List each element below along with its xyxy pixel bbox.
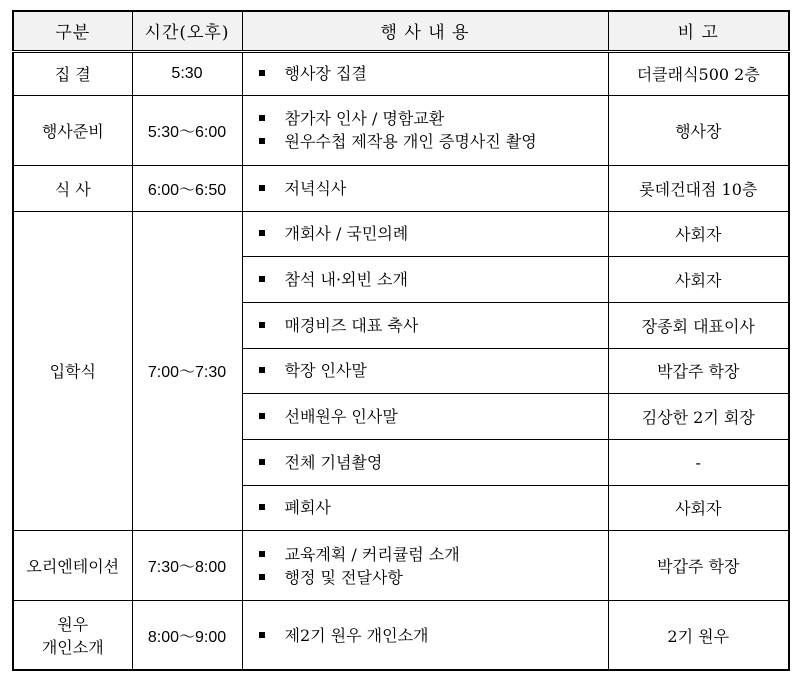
square-bullet-icon: [259, 276, 265, 282]
table-row: [13, 601, 789, 670]
note-cell: 행사장: [608, 95, 789, 165]
header-content: 행 사 내 용: [242, 11, 608, 51]
square-bullet-icon: [259, 413, 265, 419]
square-bullet-icon: [259, 230, 265, 236]
header-category: 구분: [13, 11, 132, 51]
time-cell: 5:30～6:00: [132, 95, 242, 165]
square-bullet-icon: [259, 504, 265, 510]
category-line: 원우: [57, 615, 89, 635]
category-cell: 행사준비: [13, 95, 132, 165]
content-cell: [242, 601, 608, 670]
content-cell: [242, 302, 608, 348]
category-cell: 오리엔테이션: [13, 531, 132, 601]
square-bullet-icon: [259, 185, 265, 191]
note-cell: 사회자: [608, 211, 789, 257]
square-bullet-icon: [259, 115, 265, 121]
header-row: [13, 11, 789, 51]
header-note: 비 고: [608, 11, 789, 51]
note-cell: 롯데건대점 10층: [608, 165, 789, 211]
square-bullet-icon: [259, 138, 265, 144]
list-item: 행사장 집결: [257, 62, 608, 85]
category-cell: 집 결: [13, 51, 132, 95]
content-cell: [242, 95, 608, 165]
list-item: 원우수첩 제작용 개인 증명사진 촬영: [257, 130, 608, 153]
note-cell: 더클래식500 2층: [608, 51, 789, 95]
note-cell: 박갑주 학장: [608, 348, 789, 394]
square-bullet-icon: [259, 551, 265, 557]
list-item: 참석 내·외빈 소개: [257, 268, 608, 291]
table-row: [13, 95, 789, 165]
list-item: 폐회사: [257, 496, 608, 519]
list-item: 전체 기념촬영: [257, 451, 608, 474]
time-cell: 7:00～7:30: [132, 211, 242, 531]
content-cell: [242, 211, 608, 257]
list-item: 제2기 원우 개인소개: [257, 624, 608, 647]
list-item: 매경비즈 대표 축사: [257, 314, 608, 337]
square-bullet-icon: [259, 367, 265, 373]
list-item: 학장 인사말: [257, 359, 608, 382]
content-cell: [242, 439, 608, 485]
content-cell: [242, 257, 608, 303]
category-cell: 입학식: [13, 211, 132, 531]
note-cell: 사회자: [608, 485, 789, 531]
list-item: 행정 및 전달사항: [257, 566, 608, 589]
time-cell: 7:30～8:00: [132, 531, 242, 601]
list-item: 참가자 인사 / 명함교환: [257, 107, 608, 130]
square-bullet-icon: [259, 322, 265, 328]
category-cell: [13, 601, 132, 670]
content-cell: [242, 165, 608, 211]
table-row: [13, 51, 789, 95]
note-cell: 김상한 2기 회장: [608, 394, 789, 440]
content-cell: [242, 485, 608, 531]
content-cell: [242, 394, 608, 440]
table-row: [13, 165, 789, 211]
event-schedule-table: [12, 10, 790, 671]
content-cell: [242, 51, 608, 95]
note-cell: 박갑주 학장: [608, 531, 789, 601]
table-row: [13, 531, 789, 601]
category-cell: 식 사: [13, 165, 132, 211]
content-cell: [242, 348, 608, 394]
time-cell: 8:00～9:00: [132, 601, 242, 670]
header-time: 시간(오후): [132, 11, 242, 51]
square-bullet-icon: [259, 574, 265, 580]
square-bullet-icon: [259, 632, 265, 638]
category-line: 개인소개: [41, 638, 104, 658]
list-item: 선배원우 인사말: [257, 405, 608, 428]
time-cell: 6:00～6:50: [132, 165, 242, 211]
note-cell: 장종회 대표이사: [608, 302, 789, 348]
square-bullet-icon: [259, 459, 265, 465]
content-cell: [242, 531, 608, 601]
list-item: 저녁식사: [257, 177, 608, 200]
time-cell: 5:30: [132, 51, 242, 95]
note-cell: 사회자: [608, 257, 789, 303]
note-cell: -: [608, 439, 789, 485]
list-item: 개회사 / 국민의례: [257, 222, 608, 245]
table-row: [13, 211, 789, 257]
note-cell: 2기 원우: [608, 601, 789, 670]
list-item: 교육계획 / 커리큘럼 소개: [257, 543, 608, 566]
square-bullet-icon: [259, 70, 265, 76]
